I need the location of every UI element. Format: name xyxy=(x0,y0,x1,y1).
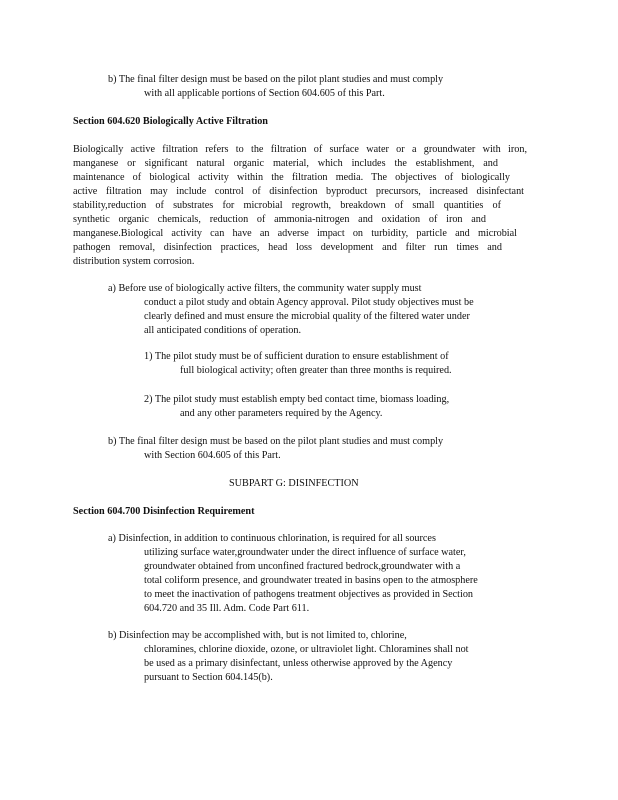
text-line: 604.720 and 35 Ill. Adm. Code Part 611. xyxy=(144,603,310,614)
text-line: Biologically active filtration refers to the filtration of surface water or a groundwater with iron, xyxy=(73,144,527,155)
section-700-item-a xyxy=(108,532,478,616)
text-line: pursuant to Section 604.145(b). xyxy=(144,672,273,683)
text-line: 1) The pilot study must be of sufficient duration to ensure establishment of xyxy=(144,351,449,362)
text-line: with all applicable portions of Section 604.605 of this Part. xyxy=(144,88,385,99)
text-line: to meet the inactivation of pathogens treatment objectives as provided in Section xyxy=(144,589,474,600)
text-line: pathogen removal, disinfection practices, head loss development and filter run times and xyxy=(73,242,502,253)
text-line: b) The final filter design must be based on the pilot plant studies and must comply xyxy=(108,436,444,447)
text-line: a) Before use of biologically active filters, the community water supply must xyxy=(108,283,422,294)
section-700-item-b xyxy=(108,629,469,685)
text-line: utilizing surface water,groundwater under the direct influence of surface water, xyxy=(144,547,466,558)
text-line: groundwater obtained from unconfined fractured bedrock,groundwater with a xyxy=(144,561,461,572)
text-line: stability,reduction of substrates for microbial regrowth, breakdown of small quantities of xyxy=(73,200,501,211)
section-620-item-b xyxy=(108,435,443,463)
subpart-heading: SUBPART G: DISINFECTION xyxy=(229,478,359,489)
text-line: synthetic organic chemicals, reduction of ammonia-nitrogen and oxidation of iron and xyxy=(73,214,486,225)
text-line: all anticipated conditions of operation. xyxy=(144,325,302,336)
text-line: manganese or significant natural organic material, which includes the establishment, and xyxy=(73,158,498,169)
text-line: active filtration may include control of disinfection byproduct precursors, increased disinfectant xyxy=(73,186,524,197)
text-line: b) The final filter design must be based on the pilot plant studies and must comply xyxy=(108,74,444,85)
text-line: manganese.Biological activity can have an adverse impact on turbidity, particle and microbial xyxy=(73,228,517,239)
text-line: a) Disinfection, in addition to continuous chlorination, is required for all sources xyxy=(108,533,436,544)
text-line: clearly defined and must ensure the microbial quality of the filtered water under xyxy=(144,311,470,322)
text-line: chloramines, chlorine dioxide, ozone, or ultraviolet light. Chloramines shall not xyxy=(144,644,469,655)
text-line: full biological activity; often greater than three months is required. xyxy=(180,365,452,376)
section-700-heading: Section 604.700 Disinfection Requirement xyxy=(73,506,255,517)
section-620-item-a-1 xyxy=(144,350,452,378)
text-line: be used as a primary disinfectant, unless otherwise approved by the Agency xyxy=(144,658,453,669)
text-line: b) Disinfection may be accomplished with, but is not limited to, chlorine, xyxy=(108,630,407,641)
section-620-item-a xyxy=(108,282,474,338)
text-line: 2) The pilot study must establish empty bed contact time, biomass loading, xyxy=(144,394,450,405)
section-620-paragraph xyxy=(73,143,527,269)
text-line: with Section 604.605 of this Part. xyxy=(144,450,281,461)
text-line: total coliform presence, and groundwater treated in basins open to the atmosphere xyxy=(144,575,478,586)
text-line: distribution system corrosion. xyxy=(73,256,195,267)
text-line: conduct a pilot study and obtain Agency approval. Pilot study objectives must be xyxy=(144,297,474,308)
text-line: and any other parameters required by the Agency. xyxy=(180,408,383,419)
section-620-item-a-2 xyxy=(144,393,449,421)
section-620-heading: Section 604.620 Biologically Active Filtration xyxy=(73,116,268,127)
intro-item-b xyxy=(108,73,443,101)
text-line: maintenance of biological activity within the filtration media. The objectives of biologically xyxy=(73,172,510,183)
